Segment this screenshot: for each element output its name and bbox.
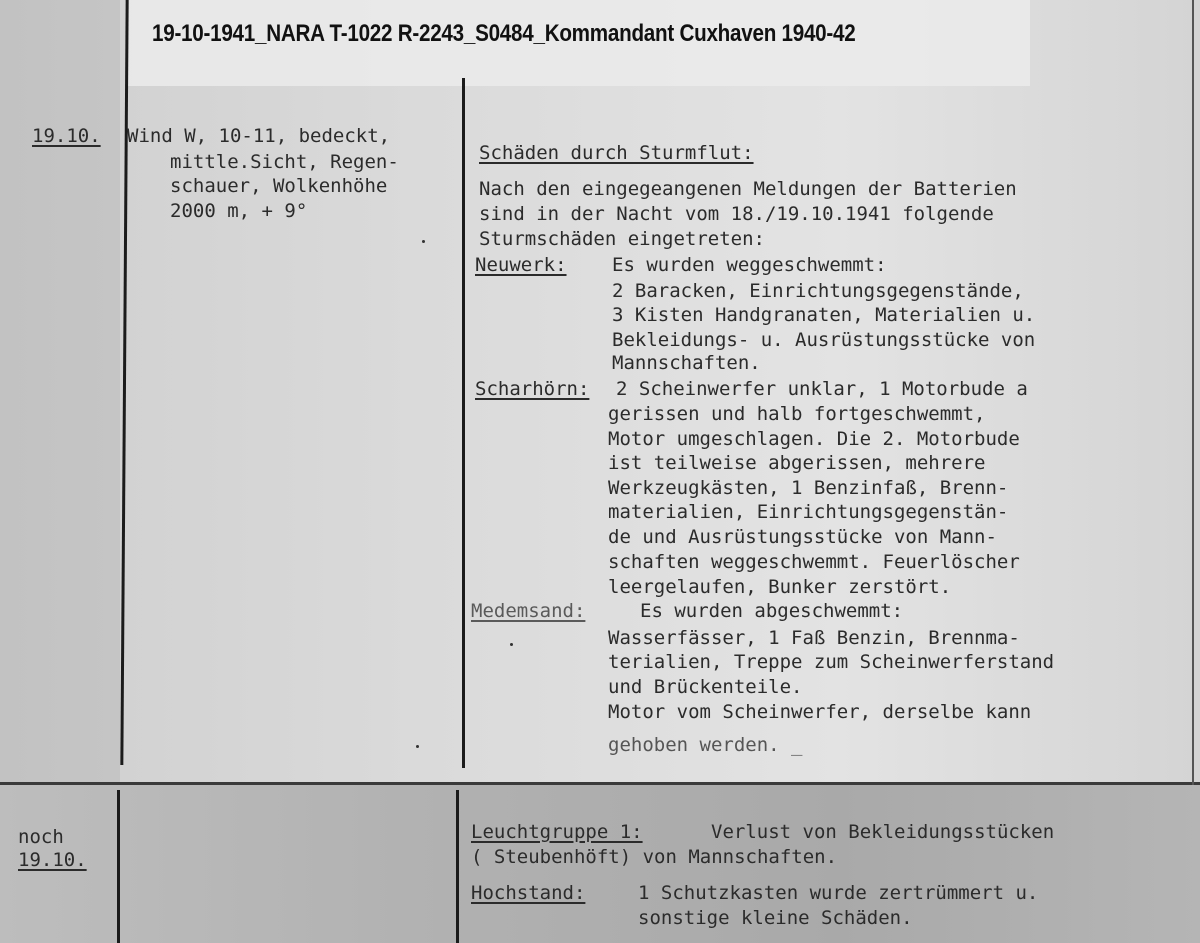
section-line: 3 Kisten Handgranaten, Materialien u. bbox=[612, 304, 1036, 326]
section-label-leuchtgruppe: Leuchtgruppe 1: bbox=[471, 821, 643, 843]
right-page-edge bbox=[1192, 0, 1194, 785]
section-line: schaften weggeschwemmt. Feuerlöscher bbox=[608, 551, 1020, 573]
section-first-line: Es wurden abgeschwemmt: bbox=[640, 600, 904, 622]
section-line: Werkzeugkästen, 1 Benzinfaß, Brenn- bbox=[608, 477, 1009, 499]
section-line: gehoben werden. _ bbox=[608, 734, 803, 756]
section-line: de und Ausrüstungsstücke von Mann- bbox=[608, 526, 997, 548]
section-line: und Brückenteile. bbox=[608, 676, 803, 698]
page-title: 19-10-1941_NARA T-1022 R-2243_S0484_Kommandant Cuxhaven 1940-42 bbox=[152, 20, 856, 47]
continuation-date: 19.10. bbox=[18, 849, 87, 871]
report-intro-line: sind in der Nacht vom 18./19.10.1941 folgende bbox=[479, 203, 994, 225]
section-line: Wasserfässer, 1 Faß Benzin, Brennma- bbox=[608, 627, 1020, 649]
row-divider bbox=[0, 782, 1200, 785]
section-line: ist teilweise abgerissen, mehrere bbox=[608, 452, 986, 474]
ink-speck bbox=[510, 643, 513, 646]
report-intro-line: Sturmschäden eingetreten: bbox=[479, 228, 765, 250]
section-line: materialien, Einrichtungsgegenstän- bbox=[608, 501, 1009, 523]
section-line: Bekleidungs- u. Ausrüstungsstücke von bbox=[612, 329, 1036, 351]
section-first-line: Verlust von Bekleidungsstücken bbox=[711, 821, 1055, 843]
weather-line: 2000 m, + 9° bbox=[170, 200, 308, 222]
section-first-line: 2 Scheinwerfer unklar, 1 Motorbude a bbox=[616, 378, 1028, 400]
ink-speck bbox=[416, 745, 419, 748]
section-label-scharhoern: Scharhörn: bbox=[475, 378, 590, 400]
section-line: Motor vom Scheinwerfer, derselbe kann bbox=[608, 701, 1032, 723]
section-line: ( Steubenhöft) von Mannschaften. bbox=[471, 846, 838, 868]
weather-line: mittle.Sicht, Regen- bbox=[170, 151, 399, 173]
continuation-noch: noch bbox=[18, 826, 64, 848]
ink-speck bbox=[422, 240, 425, 243]
report-intro-line: Nach den eingegeangenen Meldungen der Batterien bbox=[479, 178, 1017, 200]
section-label-neuwerk: Neuwerk: bbox=[475, 254, 567, 276]
section-line: gerissen und halb fortgeschwemmt, bbox=[608, 403, 986, 425]
section-first-line: 1 Schutzkasten wurde zertrümmert u. bbox=[638, 882, 1039, 904]
column-rule-weather bbox=[462, 78, 465, 768]
section-line: Motor umgeschlagen. Die 2. Motorbude bbox=[608, 428, 1020, 450]
section-first-line: Es wurden weggeschwemmt: bbox=[612, 254, 887, 276]
left-margin-shade bbox=[0, 0, 120, 785]
entry-date: 19.10. bbox=[32, 125, 101, 147]
section-line: Mannschaften. bbox=[612, 352, 761, 374]
section-line: sonstige kleine Schäden. bbox=[638, 907, 913, 929]
column-rule-weather-lower bbox=[456, 790, 459, 943]
section-label-hochstand: Hochstand: bbox=[471, 882, 586, 904]
column-rule-date-lower bbox=[117, 790, 120, 943]
section-line: 2 Baracken, Einrichtungsgegenstände, bbox=[612, 280, 1024, 302]
weather-line: Wind W, 10-11, bedeckt, bbox=[127, 125, 391, 147]
report-heading: Schäden durch Sturmflut: bbox=[479, 142, 754, 164]
section-line: leergelaufen, Bunker zerstört. bbox=[608, 576, 952, 598]
section-line: terialien, Treppe zum Scheinwerferstand bbox=[608, 651, 1055, 673]
column-rule-date bbox=[120, 0, 128, 765]
weather-line: schauer, Wolkenhöhe bbox=[170, 175, 388, 197]
section-label-medemsand: Medemsand: bbox=[471, 600, 586, 622]
